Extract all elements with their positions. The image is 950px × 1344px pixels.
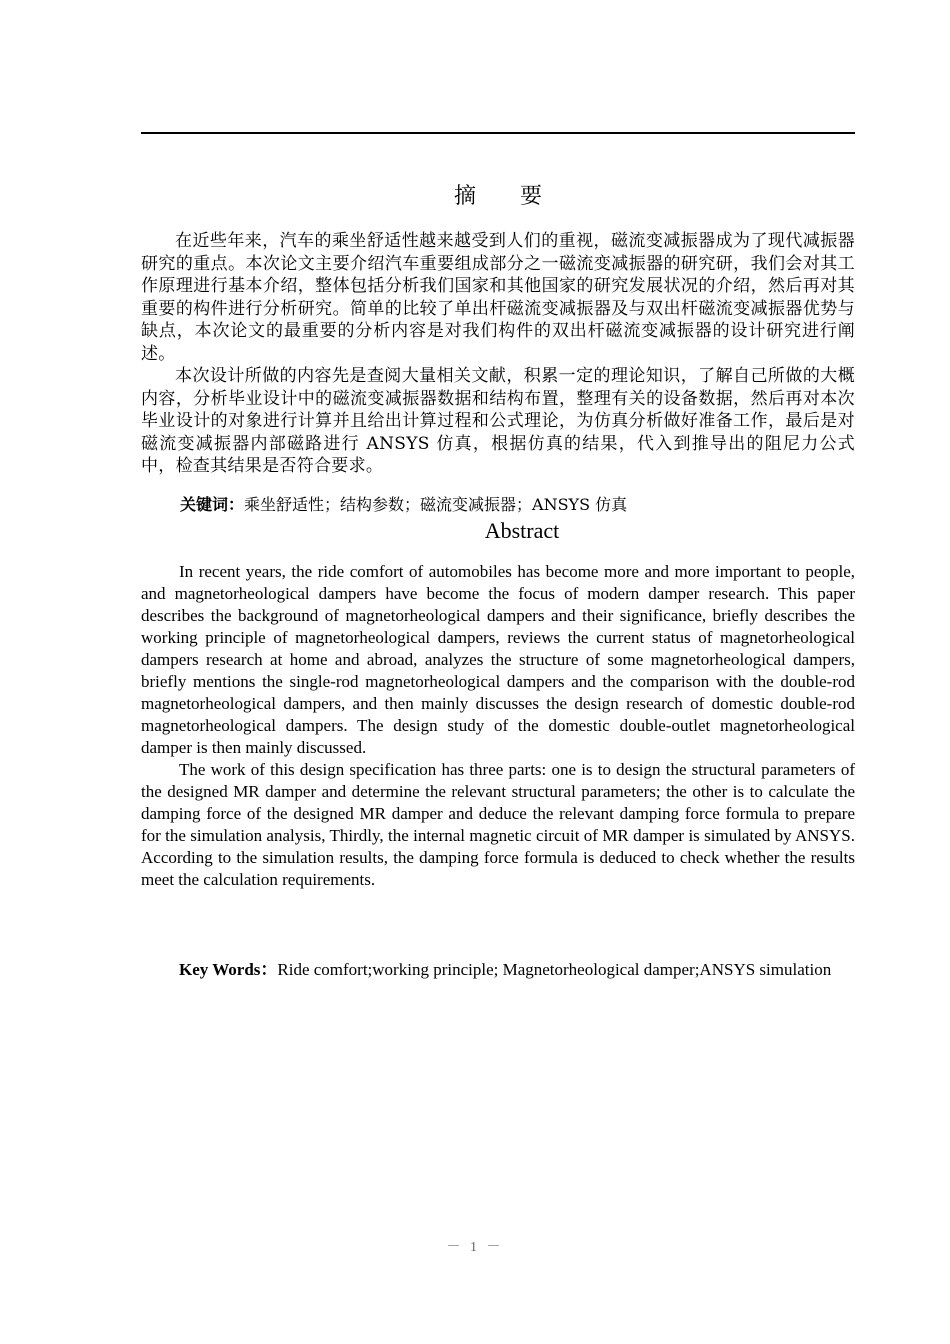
english-abstract-paragraph-1: In recent years, the ride comfort of automobiles has become more and more important to people, and magnetorheological dampers have become the focus of modern damper research. This paper describes the background of magnetorheological dampers and their significance, briefly describes the working principle of magnetorheological dampers, reviews the current status of magnetorheological dampers research at home and abroad, analyzes the structure of some magnetorheological dampers, briefly mentions the single-rod magnetorheological dampers and the comparison with the double-rod magnetorheological dampers, and then mainly discusses the design research of domestic double-rod magnetorheological dampers. The design study of the domestic double-outlet magnetorheological damper is then mainly discussed. [141, 562, 855, 757]
chinese-keywords-label: 关键词： [180, 495, 245, 514]
english-abstract-paragraph-2: The work of this design specification has three parts: one is to design the structural parameters of the designed MR damper and determine the relevant structural parameters; the other is to calculate the damping force of the designed MR damper and deduce the relevant damping force formula to prepare for the simulation analysis, Thirdly, the internal magnetic circuit of MR damper is simulated by ANSYS. According to the simulation results, the damping force formula is deduced to check whether the results meet the calculation requirements. [141, 760, 855, 889]
chinese-abstract-paragraph-1: 在近些年来，汽车的乘坐舒适性越来越受到人们的重视，磁流变减振器成为了现代减振器研究的重点。本次论文主要介绍汽车重要组成部分之一磁流变减振器的研究研，我们会对其工作原理进行基本介绍，整体包括分析我们国家和其他国家的研究发展状况的介绍，然后再对其重要的构件进行分析研究。简单的比较了单出杆磁流变减振器及与双出杆磁流变减振器优势与缺点，本次论文的最重要的分析内容是对我们构件的双出杆磁流变减振器的设计研究进行阐述。 [141, 231, 855, 364]
chinese-abstract-title: 摘要 [453, 184, 586, 209]
page-number: － 1 － [446, 1240, 504, 1255]
english-keywords [141, 959, 855, 981]
english-keywords-label: Key Words： [179, 960, 278, 979]
english-abstract-body [141, 561, 855, 891]
chinese-abstract-body [141, 230, 855, 478]
header-rule [141, 132, 855, 134]
chinese-abstract-paragraph-2: 本次设计所做的内容先是查阅大量相关文献，积累一定的理论知识，了解自己所做的大概内容，分析毕业设计中的磁流变减振器数据和结构布置，整理有关的设备数据，然后再对本次毕业设计的对象进行计算并且给出计算过程和公式理论，为仿真分析做好准备工作，最后是对磁流变减振器内部磁路进行 ANSYS 仿真，根据仿真的结果，代入到推导出的阻尼力公式中，检查其结果是否符合要求。 [141, 366, 855, 476]
english-abstract-title: Abstract [484, 518, 560, 543]
english-keywords-text: Ride comfort;working principle; Magnetorheological damper;ANSYS simulation [277, 960, 832, 979]
chinese-keywords-text: 乘坐舒适性；结构参数；磁流变减振器；ANSYS 仿真 [244, 495, 628, 514]
chinese-keywords [180, 494, 860, 516]
